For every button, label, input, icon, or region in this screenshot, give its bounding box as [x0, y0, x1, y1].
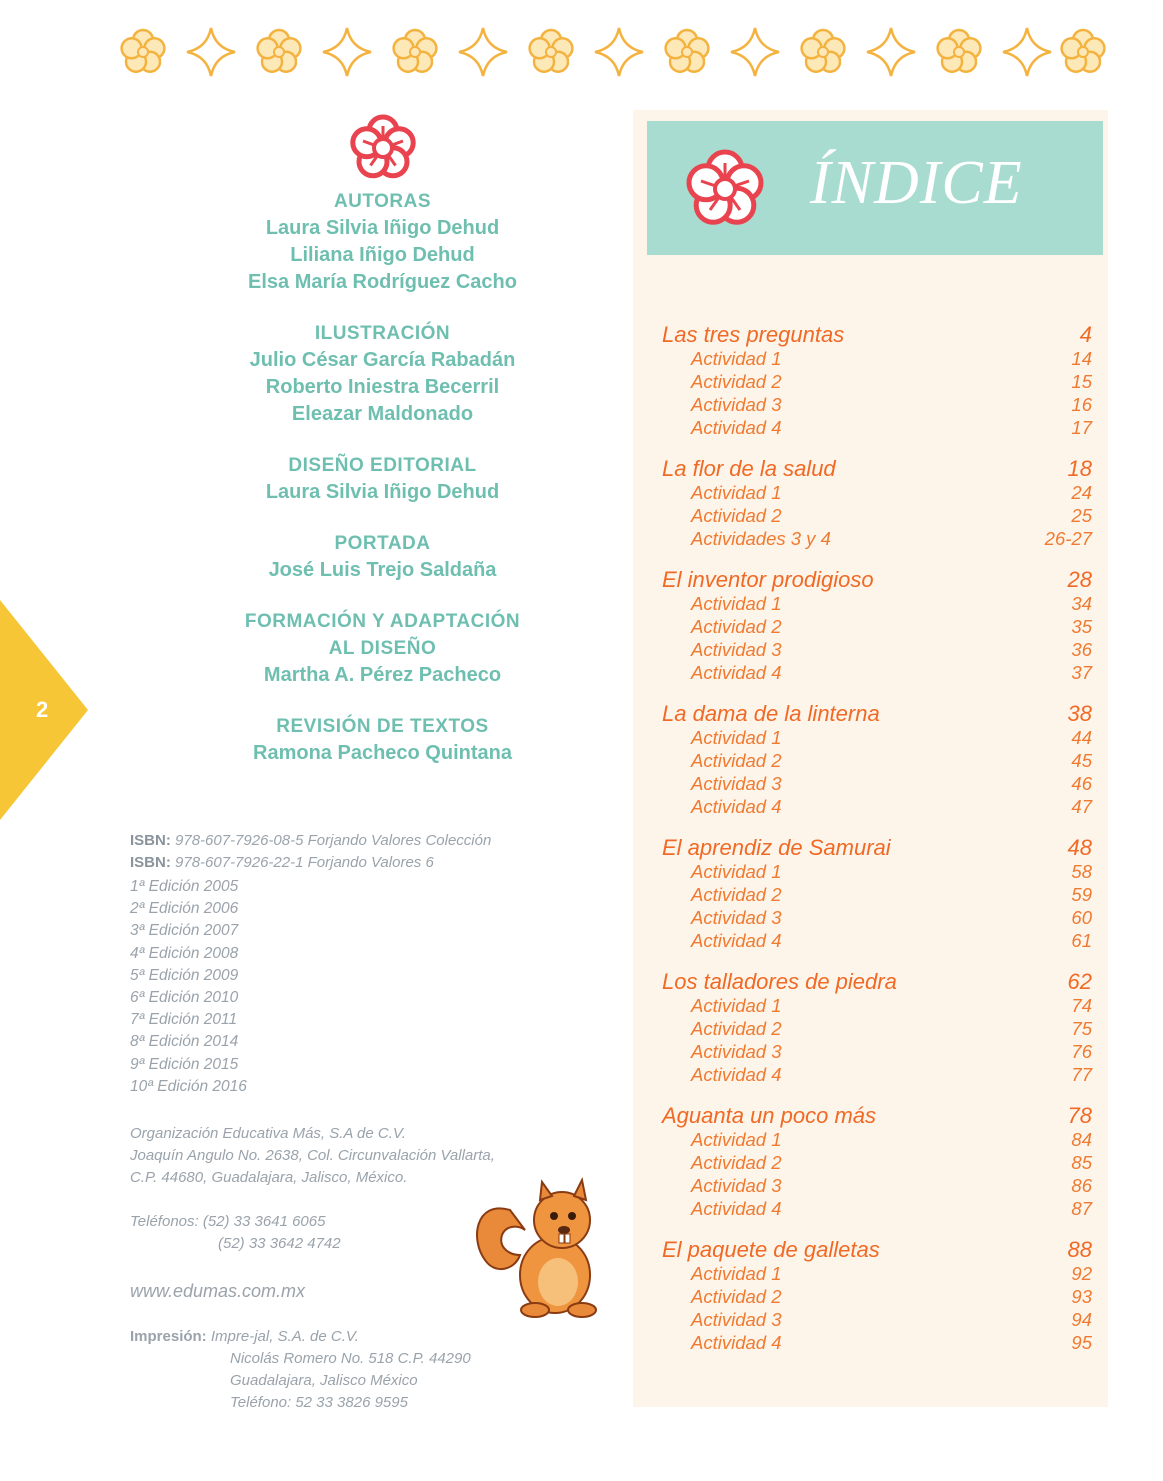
- page-ref: 34: [1071, 593, 1092, 614]
- toc-entry[interactable]: [662, 638, 1092, 661]
- page-ref: 38: [1067, 701, 1092, 726]
- page-ref: 24: [1071, 482, 1092, 503]
- isbn-value: 978-607-7926-22-1 Forjando Valores 6: [175, 854, 434, 872]
- flower-icon: [258, 30, 301, 72]
- phone-number: (52) 33 3642 4742: [218, 1235, 341, 1252]
- credit-heading: AL DISEÑO: [328, 638, 437, 659]
- activity-label: Actividad 1: [691, 995, 782, 1016]
- activity-label: Actividad 3: [691, 907, 782, 928]
- chapter-title: La dama de la linterna: [662, 701, 880, 726]
- phones-label: Teléfonos:: [130, 1213, 199, 1230]
- toc-entry[interactable]: [662, 393, 1092, 416]
- activity-label: Actividad 2: [691, 616, 782, 637]
- edition-item: 9ª Edición 2015: [130, 1055, 239, 1073]
- chapter-title: Las tres preguntas: [662, 322, 845, 347]
- toc-entry[interactable]: [662, 504, 1092, 527]
- credit-name: Elsa María Rodríguez Cacho: [248, 271, 517, 293]
- toc-chapter: [662, 322, 1092, 439]
- table-of-contents: [662, 322, 1092, 1371]
- printing-line: Guadalajara, Jalisco México: [230, 1372, 418, 1389]
- activity-label: Actividad 2: [691, 750, 782, 771]
- credit-heading: PORTADA: [334, 533, 431, 554]
- activity-label: Actividad 4: [691, 417, 782, 438]
- page-ref: 60: [1071, 907, 1092, 928]
- page-ref: 62: [1067, 969, 1092, 994]
- activity-label: Actividad 4: [691, 1332, 782, 1353]
- credit-name: José Luis Trejo Saldaña: [268, 559, 497, 581]
- page-ref: 88: [1067, 1237, 1092, 1262]
- page-ref: 86: [1071, 1175, 1092, 1196]
- activity-label: Actividad 4: [691, 662, 782, 683]
- activity-label: Actividad 1: [691, 348, 782, 369]
- star-icon: [459, 28, 507, 76]
- toc-entry[interactable]: [662, 416, 1092, 439]
- activity-label: Actividad 2: [691, 505, 782, 526]
- printing-label: Impresión:: [130, 1328, 207, 1345]
- credit-layout: [150, 608, 615, 689]
- page-ref: 36: [1071, 639, 1092, 660]
- page-ref: 77: [1071, 1064, 1092, 1085]
- star-icon: [595, 28, 643, 76]
- activity-label: Actividad 1: [691, 482, 782, 503]
- credit-name: Martha A. Pérez Pacheco: [263, 664, 502, 686]
- printing-line: Teléfono: 52 33 3826 9595: [230, 1394, 408, 1411]
- activity-label: Actividad 4: [691, 796, 782, 817]
- page-ref: 76: [1071, 1041, 1092, 1062]
- page-ref: 93: [1071, 1286, 1092, 1307]
- page-ref: 84: [1071, 1129, 1092, 1150]
- page-ref: 92: [1071, 1263, 1092, 1284]
- toc-entry[interactable]: [662, 749, 1092, 772]
- page-ref: 74: [1071, 995, 1092, 1016]
- toc-entry[interactable]: [662, 1262, 1092, 1285]
- toc-entry[interactable]: [662, 969, 1092, 994]
- star-icon: [1003, 28, 1051, 76]
- address-line: Organización Educativa Más, S.A de C.V.: [130, 1125, 406, 1142]
- edition-item: 6ª Edición 2010: [130, 989, 239, 1007]
- chapter-title: El paquete de galletas: [662, 1237, 880, 1262]
- toc-entry[interactable]: [662, 1308, 1092, 1331]
- edition-item: 5ª Edición 2009: [130, 966, 239, 984]
- toc-chapter: [662, 835, 1092, 952]
- edition-item: 1ª Edición 2005: [130, 878, 239, 895]
- isbn-value: 978-607-7926-08-5 Forjando Valores Colección: [175, 832, 492, 849]
- star-icon: [867, 28, 915, 76]
- toc-entry[interactable]: [662, 527, 1092, 550]
- credit-illustration: [150, 320, 615, 428]
- toc-entry[interactable]: [662, 592, 1092, 615]
- activity-label: Actividad 2: [691, 1152, 782, 1173]
- page-ref: 47: [1071, 796, 1092, 817]
- activity-label: Actividad 2: [691, 371, 782, 392]
- activity-label: Actividad 4: [691, 1198, 782, 1219]
- chapter-title: Los talladores de piedra: [662, 969, 897, 994]
- credit-name: Julio César García Rabadán: [249, 349, 516, 371]
- flower-icon: [343, 108, 423, 188]
- star-icon: [731, 28, 779, 76]
- chapter-title: El inventor prodigioso: [662, 567, 874, 592]
- page-number: 2: [36, 697, 49, 722]
- activity-label: Actividad 1: [691, 861, 782, 882]
- toc-entry[interactable]: [662, 726, 1092, 749]
- toc-chapter: [662, 567, 1092, 684]
- activity-label: Actividad 4: [691, 930, 782, 951]
- activity-label: Actividad 3: [691, 639, 782, 660]
- website-link[interactable]: www.edumas.com.mx: [130, 1281, 306, 1301]
- credit-name: Laura Silvia Iñigo Dehud: [265, 217, 500, 239]
- edition-item: 2ª Edición 2006: [130, 900, 239, 918]
- toc-entry[interactable]: [662, 1128, 1092, 1151]
- toc-entry[interactable]: [662, 772, 1092, 795]
- activity-label: Actividad 1: [691, 593, 782, 614]
- flower-icon: [394, 30, 437, 72]
- page-ref: 95: [1071, 1332, 1092, 1353]
- credit-heading: ILUSTRACIÓN: [314, 323, 451, 344]
- toc-entry[interactable]: [662, 929, 1092, 952]
- toc-entry[interactable]: [662, 347, 1092, 370]
- isbn-label: ISBN:: [130, 832, 171, 849]
- activity-label: Actividad 3: [691, 1175, 782, 1196]
- flower-icon: [677, 141, 773, 237]
- page-ref: 59: [1071, 884, 1092, 905]
- activity-label: Actividad 3: [691, 773, 782, 794]
- edition-item: 4ª Edición 2008: [130, 944, 239, 962]
- page-ref: 44: [1071, 727, 1092, 748]
- editions-list: [130, 876, 247, 1098]
- credit-authors: [150, 188, 615, 296]
- toc-entry[interactable]: [662, 1017, 1092, 1040]
- star-icon: [323, 28, 371, 76]
- activity-label: Actividad 2: [691, 884, 782, 905]
- isbn-label: ISBN:: [130, 854, 171, 872]
- chapter-title: Aguanta un poco más: [662, 1103, 877, 1128]
- toc-entry[interactable]: [662, 481, 1092, 504]
- credit-heading: AUTORAS: [333, 191, 432, 212]
- toc-entry[interactable]: [662, 1331, 1092, 1354]
- chapter-title: El aprendiz de Samurai: [662, 835, 891, 860]
- phone-number: (52) 33 3641 6065: [202, 1213, 326, 1230]
- activity-label: Actividad 3: [691, 1041, 782, 1062]
- decorative-border: [118, 22, 1108, 82]
- toc-chapter: [662, 701, 1092, 818]
- toc-entry[interactable]: [662, 1151, 1092, 1174]
- page-ref: 4: [1079, 322, 1092, 347]
- page-ref: 58: [1071, 861, 1092, 882]
- toc-chapter: [662, 456, 1092, 550]
- toc-entry[interactable]: [662, 1040, 1092, 1063]
- activity-label: Actividad 4: [691, 1064, 782, 1085]
- credit-proofreading: [150, 713, 615, 767]
- flower-icon: [122, 30, 165, 72]
- toc-entry[interactable]: [662, 701, 1092, 726]
- toc-entry[interactable]: [662, 1285, 1092, 1308]
- credit-heading: REVISIÓN DE TEXTOS: [276, 716, 489, 737]
- page-ref: 28: [1067, 567, 1092, 592]
- toc-entry[interactable]: [662, 1103, 1092, 1128]
- toc-entry[interactable]: [662, 1237, 1092, 1262]
- page-ref: 25: [1071, 505, 1092, 526]
- page-ref: 87: [1071, 1198, 1092, 1219]
- credit-heading: FORMACIÓN Y ADAPTACIÓN: [244, 611, 521, 632]
- toc-entry[interactable]: [662, 567, 1092, 592]
- page-ref: 61: [1071, 930, 1092, 951]
- page-ref: 18: [1067, 456, 1092, 481]
- toc-entry[interactable]: [662, 661, 1092, 684]
- phones-block: [130, 1211, 341, 1255]
- flower-icon: [530, 30, 573, 72]
- credit-name: Ramona Pacheco Quintana: [253, 742, 512, 764]
- page-ref: 15: [1071, 371, 1092, 392]
- publisher-address: [130, 1123, 495, 1189]
- printing-line: Impre-jal, S.A. de C.V.: [210, 1328, 359, 1345]
- credit-name: Liliana Iñigo Dehud: [290, 244, 475, 266]
- toc-entry[interactable]: [662, 1174, 1092, 1197]
- credit-name: Eleazar Maldonado: [291, 403, 474, 425]
- page-ref: 37: [1071, 662, 1092, 683]
- page-ref: 17: [1071, 417, 1092, 438]
- page-ref: 14: [1071, 348, 1092, 369]
- toc-entry[interactable]: [662, 322, 1092, 347]
- toc-entry[interactable]: [662, 835, 1092, 860]
- edition-item: 3ª Edición 2007: [130, 922, 239, 940]
- activity-label: Actividad 3: [691, 1309, 782, 1330]
- toc-entry[interactable]: [662, 883, 1092, 906]
- activity-label: Actividad 3: [691, 394, 782, 415]
- printing-block: [130, 1326, 471, 1414]
- page-ref: 16: [1071, 394, 1092, 415]
- toc-chapter: [662, 1237, 1092, 1354]
- page-ref: 94: [1071, 1309, 1092, 1330]
- toc-entry[interactable]: [662, 795, 1092, 818]
- activity-label: Actividades 3 y 4: [691, 528, 831, 549]
- chapter-title: La flor de la salud: [662, 456, 836, 481]
- flower-icon: [802, 30, 845, 72]
- address-line: Joaquín Angulo No. 2638, Col. Circunvalación Vallarta,: [130, 1147, 495, 1164]
- page-ref: 26-27: [1044, 528, 1092, 549]
- credit-name: Laura Silvia Iñigo Dehud: [265, 481, 500, 503]
- credits-section: [150, 108, 615, 791]
- printing-line: Nicolás Romero No. 518 C.P. 44290: [230, 1350, 471, 1367]
- toc-chapter: [662, 1103, 1092, 1220]
- toc-title: ÍNDICE: [810, 149, 1023, 217]
- page-ref: 85: [1071, 1152, 1092, 1173]
- activity-label: Actividad 2: [691, 1018, 782, 1039]
- credit-name: Roberto Iniestra Becerril: [265, 376, 500, 398]
- flower-icon: [666, 30, 709, 72]
- flower-icon: [938, 30, 981, 72]
- toc-entry[interactable]: [662, 860, 1092, 883]
- toc-chapter: [662, 969, 1092, 1086]
- toc-entry[interactable]: [662, 906, 1092, 929]
- edition-item: 8ª Edición 2014: [130, 1033, 239, 1051]
- page-ref: 35: [1071, 616, 1092, 637]
- activity-label: Actividad 1: [691, 727, 782, 748]
- page-ref: 75: [1071, 1018, 1092, 1039]
- credit-editorial-design: [150, 452, 615, 506]
- page-ref: 48: [1067, 835, 1092, 860]
- flower-icon: [1062, 30, 1105, 72]
- toc-entry[interactable]: [662, 370, 1092, 393]
- squirrel-illustration: [470, 1170, 615, 1320]
- toc-entry[interactable]: [662, 1063, 1092, 1086]
- edition-item: 10ª Edición 2016: [130, 1077, 247, 1095]
- activity-label: Actividad 1: [691, 1263, 782, 1284]
- page-ref: 45: [1071, 750, 1092, 771]
- toc-entry[interactable]: [662, 456, 1092, 481]
- edition-item: 7ª Edición 2011: [130, 1011, 238, 1029]
- toc-entry[interactable]: [662, 1197, 1092, 1220]
- page-ref: 78: [1067, 1103, 1092, 1128]
- isbn-block: [130, 830, 610, 875]
- star-icon: [187, 28, 235, 76]
- page-ref: 46: [1071, 773, 1092, 794]
- toc-entry[interactable]: [662, 994, 1092, 1017]
- credit-cover: [150, 530, 615, 584]
- toc-entry[interactable]: [662, 615, 1092, 638]
- activity-label: Actividad 2: [691, 1286, 782, 1307]
- credit-heading: DISEÑO EDITORIAL: [288, 455, 477, 476]
- activity-label: Actividad 1: [691, 1129, 782, 1150]
- address-line: C.P. 44680, Guadalajara, Jalisco, México.: [130, 1169, 408, 1186]
